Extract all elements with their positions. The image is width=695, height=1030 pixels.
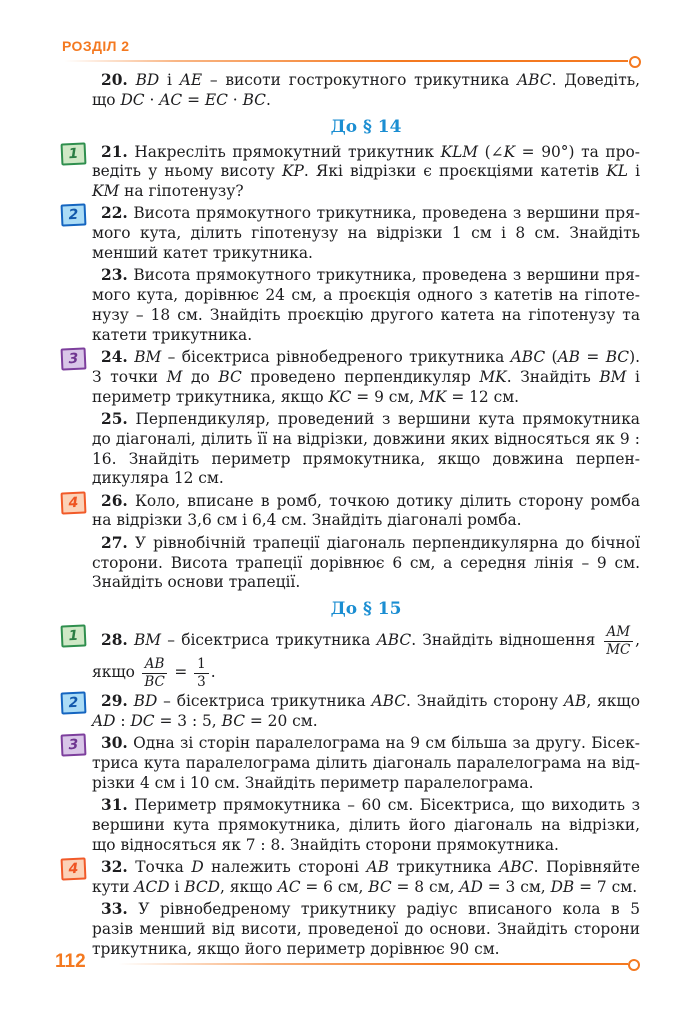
- math-variable: KM: [92, 182, 120, 201]
- difficulty-badge-4: 4: [61, 491, 87, 514]
- math-variable: K: [503, 142, 516, 161]
- math-variable: BCD: [184, 877, 221, 896]
- math-variable: BM: [134, 348, 162, 367]
- math-variable: AB: [563, 691, 587, 710]
- problem-30: 3 30. Одна зі сторін паралелограма на 9 см більша за другу. Бісектриса кута паралелограма ділить діагональ паралелограма на відрізки 4 см і 10 см. Знайдіть периметр паралелограма.: [92, 734, 640, 793]
- math-variable: BC: [221, 711, 245, 730]
- math-variable: M: [166, 367, 183, 386]
- math-variable: BC: [218, 367, 242, 386]
- math-variable: BD: [133, 691, 158, 710]
- problem-22: 2 22. Висота прямокутного трикутника, проведена з вершини прямого кута, ділить гіпотенузу на відрізки 1 см і 8 см. Знайдіть менший катет трикутника.: [92, 204, 640, 263]
- math-variable: BC: [242, 90, 266, 109]
- math-variable: BM: [134, 631, 162, 650]
- footer-rule: [118, 963, 628, 965]
- math-variable: ABC: [371, 691, 407, 710]
- problem-number: 23.: [101, 266, 128, 285]
- section-title: До § 14: [330, 116, 402, 137]
- math-variable: AD: [459, 877, 483, 896]
- header-rule: [64, 60, 628, 62]
- math-variable: DC: [120, 90, 145, 109]
- problem-32: 4 32. Точка D належить стороні AB трикутника ABC. Порівняйте кути ACD і BCD, якщо AC = 6 см, BC = 8 см, AD = 3 см, DB = 7 см.: [92, 858, 640, 898]
- problem-number: 24.: [101, 348, 128, 367]
- header-rule-end-circle-icon: [629, 56, 641, 68]
- math-variable: AD: [92, 711, 116, 730]
- problem-number: 28.: [101, 631, 128, 650]
- problem-27: 27. У рівнобічній трапеції діагональ перпендикулярна до бічної сторони. Висота трапеції дорівнює 6 см, а середня лінія – 9 см. Знайдіть основи трапеції.: [92, 533, 640, 592]
- problem-26: 4 26. Коло, вписане в ромб, точкою дотику ділить сторону ромба на відрізки 3,6 см і 6,4 см. Знайдіть діагоналі ромба.: [92, 492, 640, 532]
- problems-area: [0, 71, 695, 962]
- problem-25: 25. Перпендикуляр, проведений з вершини кута прямокутника до діагоналі, ділить її на відрізки, довжини яких відносяться як 9 : 16. Знайдіть периметр прямокутника, якщо довжина перпендикуляра 12 см.: [92, 409, 640, 488]
- problem-number: 29.: [101, 691, 128, 710]
- math-variable: MK: [419, 387, 447, 406]
- math-variable: DC: [130, 711, 155, 730]
- difficulty-badge-3: 3: [61, 348, 87, 371]
- problem-number: 20.: [101, 71, 128, 89]
- problem-number: 32.: [101, 857, 128, 876]
- problem-31: 31. Периметр прямокутника – 60 см. Бісектриса, що виходить з вершини кута прямокутника, ділить його діагональ на відрізки, що відносяться як 7 : 8. Знайдіть сторони прямокутника.: [92, 795, 640, 854]
- problem-number: 25.: [101, 409, 128, 428]
- math-variable: BC: [368, 877, 392, 896]
- problem-29: 2 29. BD – бісектриса трикутника ABC. Знайдіть сторону AB, якщо AD : DC = 3 : 5, BC = 20 см.: [92, 692, 640, 732]
- difficulty-badge-2: 2: [61, 204, 87, 227]
- problem-number: 31.: [101, 795, 128, 814]
- section-title: До § 15: [330, 599, 402, 620]
- math-variable: DB: [550, 877, 575, 896]
- math-variable: AB: [557, 348, 580, 367]
- math-variable: ABC: [517, 71, 552, 89]
- difficulty-badge-4: 4: [61, 857, 87, 880]
- math-variable: KL: [606, 162, 628, 181]
- math-variable: D: [191, 857, 204, 876]
- math-variable: EC: [204, 90, 228, 109]
- math-variable: ABC: [510, 348, 546, 367]
- fraction: $\frac{AB}{BC}$: [142, 657, 168, 689]
- chapter-label: РОЗДІЛ 2: [62, 38, 130, 54]
- problem-23: 23. Висота прямокутного трикутника, проведена з вершини прямого кута, дорівнює 24 см, а проєкція одного з катетів на гіпотенузу – 18 см. Знайдіть проєкцію другого катета на гіпотенузу та катети трикутника.: [92, 266, 640, 344]
- math-variable: KC: [328, 387, 352, 406]
- footer-rule-end-circle-icon: [628, 959, 640, 971]
- math-variable: BD: [135, 71, 160, 89]
- difficulty-badge-1: 1: [61, 625, 87, 648]
- math-variable: KP: [282, 162, 304, 181]
- problem-21: 1 21. Накресліть прямокутний трикутник KLM (∠K = 90°) та проведіть у ньому висоту KP. Які відрізки є проєкціями катетів KL і KM на гіпотенузу?: [92, 143, 640, 202]
- problem-20: 20. BD і AE – висоти гострокутного трикутника ABC. Доведіть, що DC · AC = EC · BC.: [92, 71, 640, 109]
- fraction: $\frac{AM}{MC}$: [604, 625, 634, 657]
- problem-number: 30.: [101, 734, 128, 753]
- problem-33: 33. У рівнобедреному трикутнику радіус вписаного кола в 5 разів менший від висоти, проведеної до основи. Знайдіть сторони трикутника, якщо його периметр дорівнює 90 см.: [92, 899, 640, 958]
- math-variable: AC: [277, 877, 301, 896]
- problem-number: 26.: [101, 491, 128, 510]
- problem-number: 21.: [101, 142, 128, 161]
- fraction: $\frac{1}{3}$: [194, 657, 209, 689]
- difficulty-badge-1: 1: [61, 142, 87, 165]
- problem-28: 1 28. BM – бісектриса трикутника ABC. Знайдіть відношення $\frac{AM}{MC}$ , якщо $\frac{AB}{BC}$ = $\frac{1}{3}$ .: [92, 625, 640, 689]
- difficulty-badge-2: 2: [61, 691, 87, 714]
- problem-24: 3 24. BM – бісектриса рівнобедреного трикутника ABC (AB = BC). З точки M до BC проведено перпендикуляр MK. Знайдіть BM і периметр трикутника, якщо KC = 9 см, MK = 12 см.: [92, 348, 640, 407]
- math-variable: KLM: [440, 142, 479, 161]
- math-variable: MK: [479, 367, 507, 386]
- difficulty-badge-3: 3: [61, 733, 87, 756]
- page-number: 112: [55, 951, 86, 972]
- problem-number: 33.: [101, 899, 128, 918]
- math-variable: BC: [605, 348, 630, 367]
- problem-number: 22.: [101, 204, 128, 223]
- math-variable: ABC: [499, 857, 534, 876]
- math-variable: AE: [179, 71, 203, 89]
- math-variable: BM: [599, 367, 627, 386]
- math-variable: ABC: [376, 631, 412, 650]
- math-variable: AB: [366, 857, 389, 876]
- math-variable: AC: [159, 90, 183, 109]
- math-variable: ACD: [134, 877, 170, 896]
- problem-number: 27.: [101, 533, 128, 552]
